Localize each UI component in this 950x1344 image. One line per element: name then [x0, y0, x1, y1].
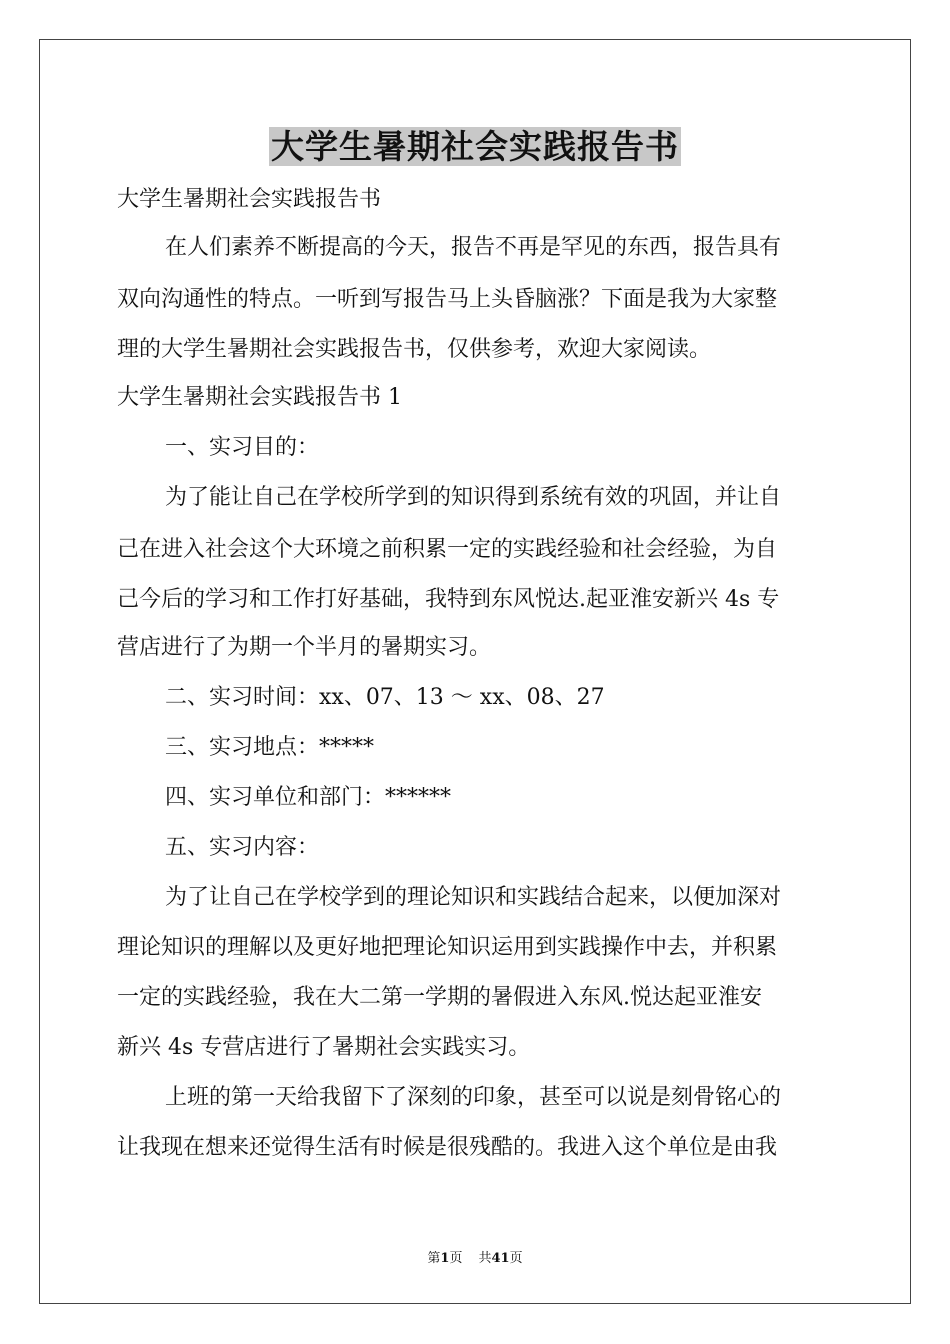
paragraph-line: 双向沟通性的特点。一听到写报告马上头昏脑涨？下面是我为大家整 [117, 287, 778, 312]
paragraph-line: 己在进入社会这个大环境之前积累一定的实践经验和社会经验，为自 [117, 537, 778, 562]
paragraph-line: 为了让自己在学校学到的理论知识和实践结合起来，以便加深对 [165, 885, 782, 910]
page-footer [0, 1247, 950, 1266]
footer-page-suffix: 页 [449, 1251, 463, 1266]
paragraph-line: 为了能让自己在学校所学到的知识得到系统有效的巩固，并让自 [165, 485, 782, 510]
paragraph-line: 四、实习单位和部门：****** [165, 785, 452, 810]
paragraph-line: 营店进行了为期一个半月的暑期实习。 [117, 635, 492, 660]
paragraph-line: 三、实习地点：***** [165, 735, 375, 760]
paragraph-line: 一定的实践经验，我在大二第一学期的暑假进入东风.悦达起亚淮安 [117, 985, 762, 1010]
paragraph-line: 己今后的学习和工作打好基础，我特到东风悦达.起亚淮安新兴 4s 专 [117, 587, 780, 612]
page-border [39, 39, 911, 1304]
paragraph-line: 在人们素养不断提高的今天，报告不再是罕见的东西，报告具有 [165, 235, 782, 260]
section-heading: 大学生暑期社会实践报告书 1 [117, 385, 402, 410]
footer-total-number: 41 [491, 1251, 510, 1266]
paragraph-line: 理的大学生暑期社会实践报告书，仅供参考，欢迎大家阅读。 [117, 337, 712, 362]
paragraph-line: 上班的第一天给我留下了深刻的印象，甚至可以说是刻骨铭心的 [165, 1085, 782, 1110]
subtitle: 大学生暑期社会实践报告书 [117, 187, 382, 212]
document-title: 大学生暑期社会实践报告书 [271, 127, 679, 166]
paragraph-line: 二、实习时间：xx、07、13 ～ xx、08、27 [165, 685, 605, 710]
footer-page-prefix: 第 [427, 1251, 441, 1266]
paragraph-line: 让我现在想来还觉得生活有时候是很残酷的。我进入这个单位是由我 [117, 1135, 778, 1160]
paragraph-line: 理论知识的理解以及更好地把理论知识运用到实践操作中去，并积累 [117, 935, 778, 960]
footer-total-suffix: 页 [509, 1251, 523, 1266]
paragraph-line: 新兴 4s 专营店进行了暑期社会实践实习。 [117, 1035, 531, 1060]
paragraph-line: 一、实习目的： [165, 435, 320, 460]
paragraph-line: 五、实习内容： [165, 835, 320, 860]
footer-total-prefix: 共 [478, 1251, 492, 1266]
footer-page-number: 1 [440, 1251, 450, 1266]
